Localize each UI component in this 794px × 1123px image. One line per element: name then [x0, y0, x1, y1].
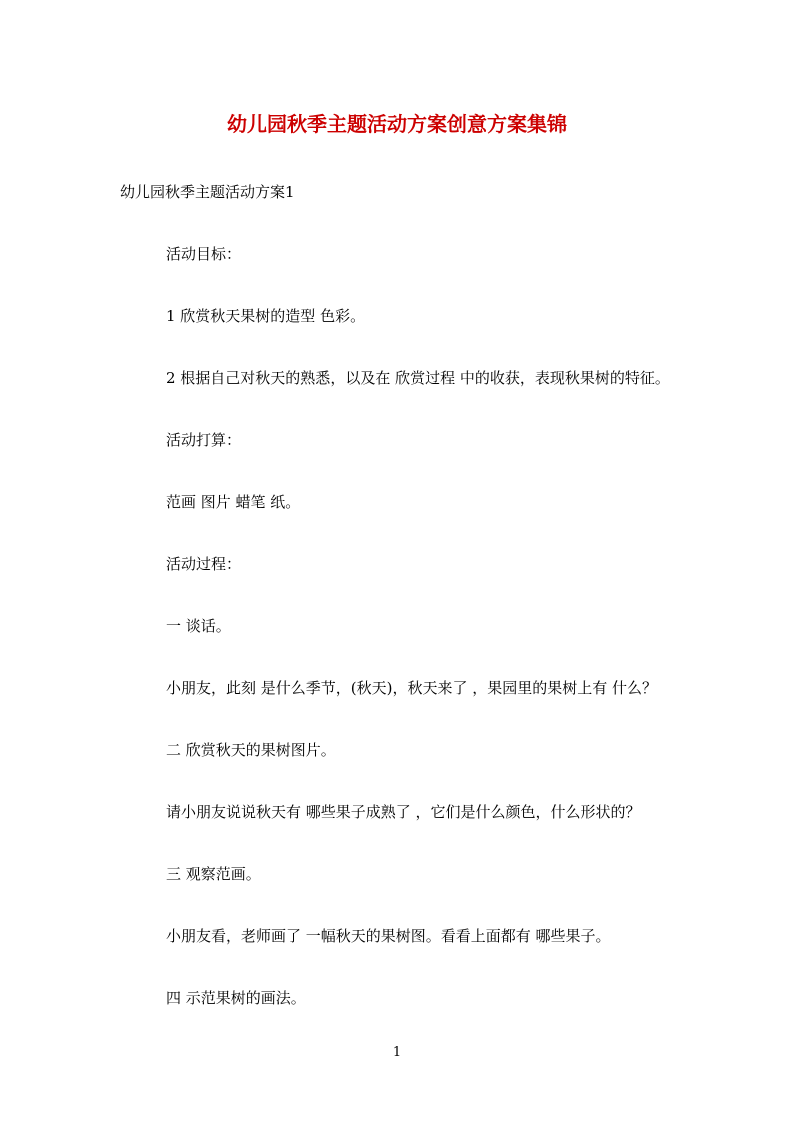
text-line: 三 观察范画。	[166, 865, 261, 883]
text-line: 2 根据自己对秋天的熟悉，以及在 欣赏过程 中的收获，表现秋果树的特征。	[166, 369, 670, 387]
text-line: 1 欣赏秋天果树的造型 色彩。	[166, 307, 366, 325]
text-line: 一 谈话。	[166, 617, 231, 635]
text-line: 二 欣赏秋天的果树图片。	[166, 741, 336, 759]
section-heading: 幼儿园秋季主题活动方案1	[120, 183, 295, 201]
text-line: 范画 图片 蜡笔 纸。	[166, 493, 301, 511]
text-line: 活动打算：	[166, 431, 242, 449]
text-line: 小朋友，此刻 是什么季节，(秋天)，秋天来了 ，果园里的果树上有 什么？	[166, 679, 658, 697]
text-line: 活动过程：	[166, 555, 242, 573]
page-title: 幼儿园秋季主题活动方案创意方案集锦	[227, 112, 567, 136]
page-number: 1	[392, 1045, 402, 1060]
text-line: 活动目标：	[166, 245, 242, 263]
text-line: 请小朋友说说秋天有 哪些果子成熟了 ，它们是什么颜色，什么形状的？	[166, 803, 641, 821]
text-line: 四 示范果树的画法。	[166, 989, 306, 1007]
text-line: 小朋友看，老师画了 一幅秋天的果树图。看看上面都有 哪些果子。	[166, 927, 611, 945]
